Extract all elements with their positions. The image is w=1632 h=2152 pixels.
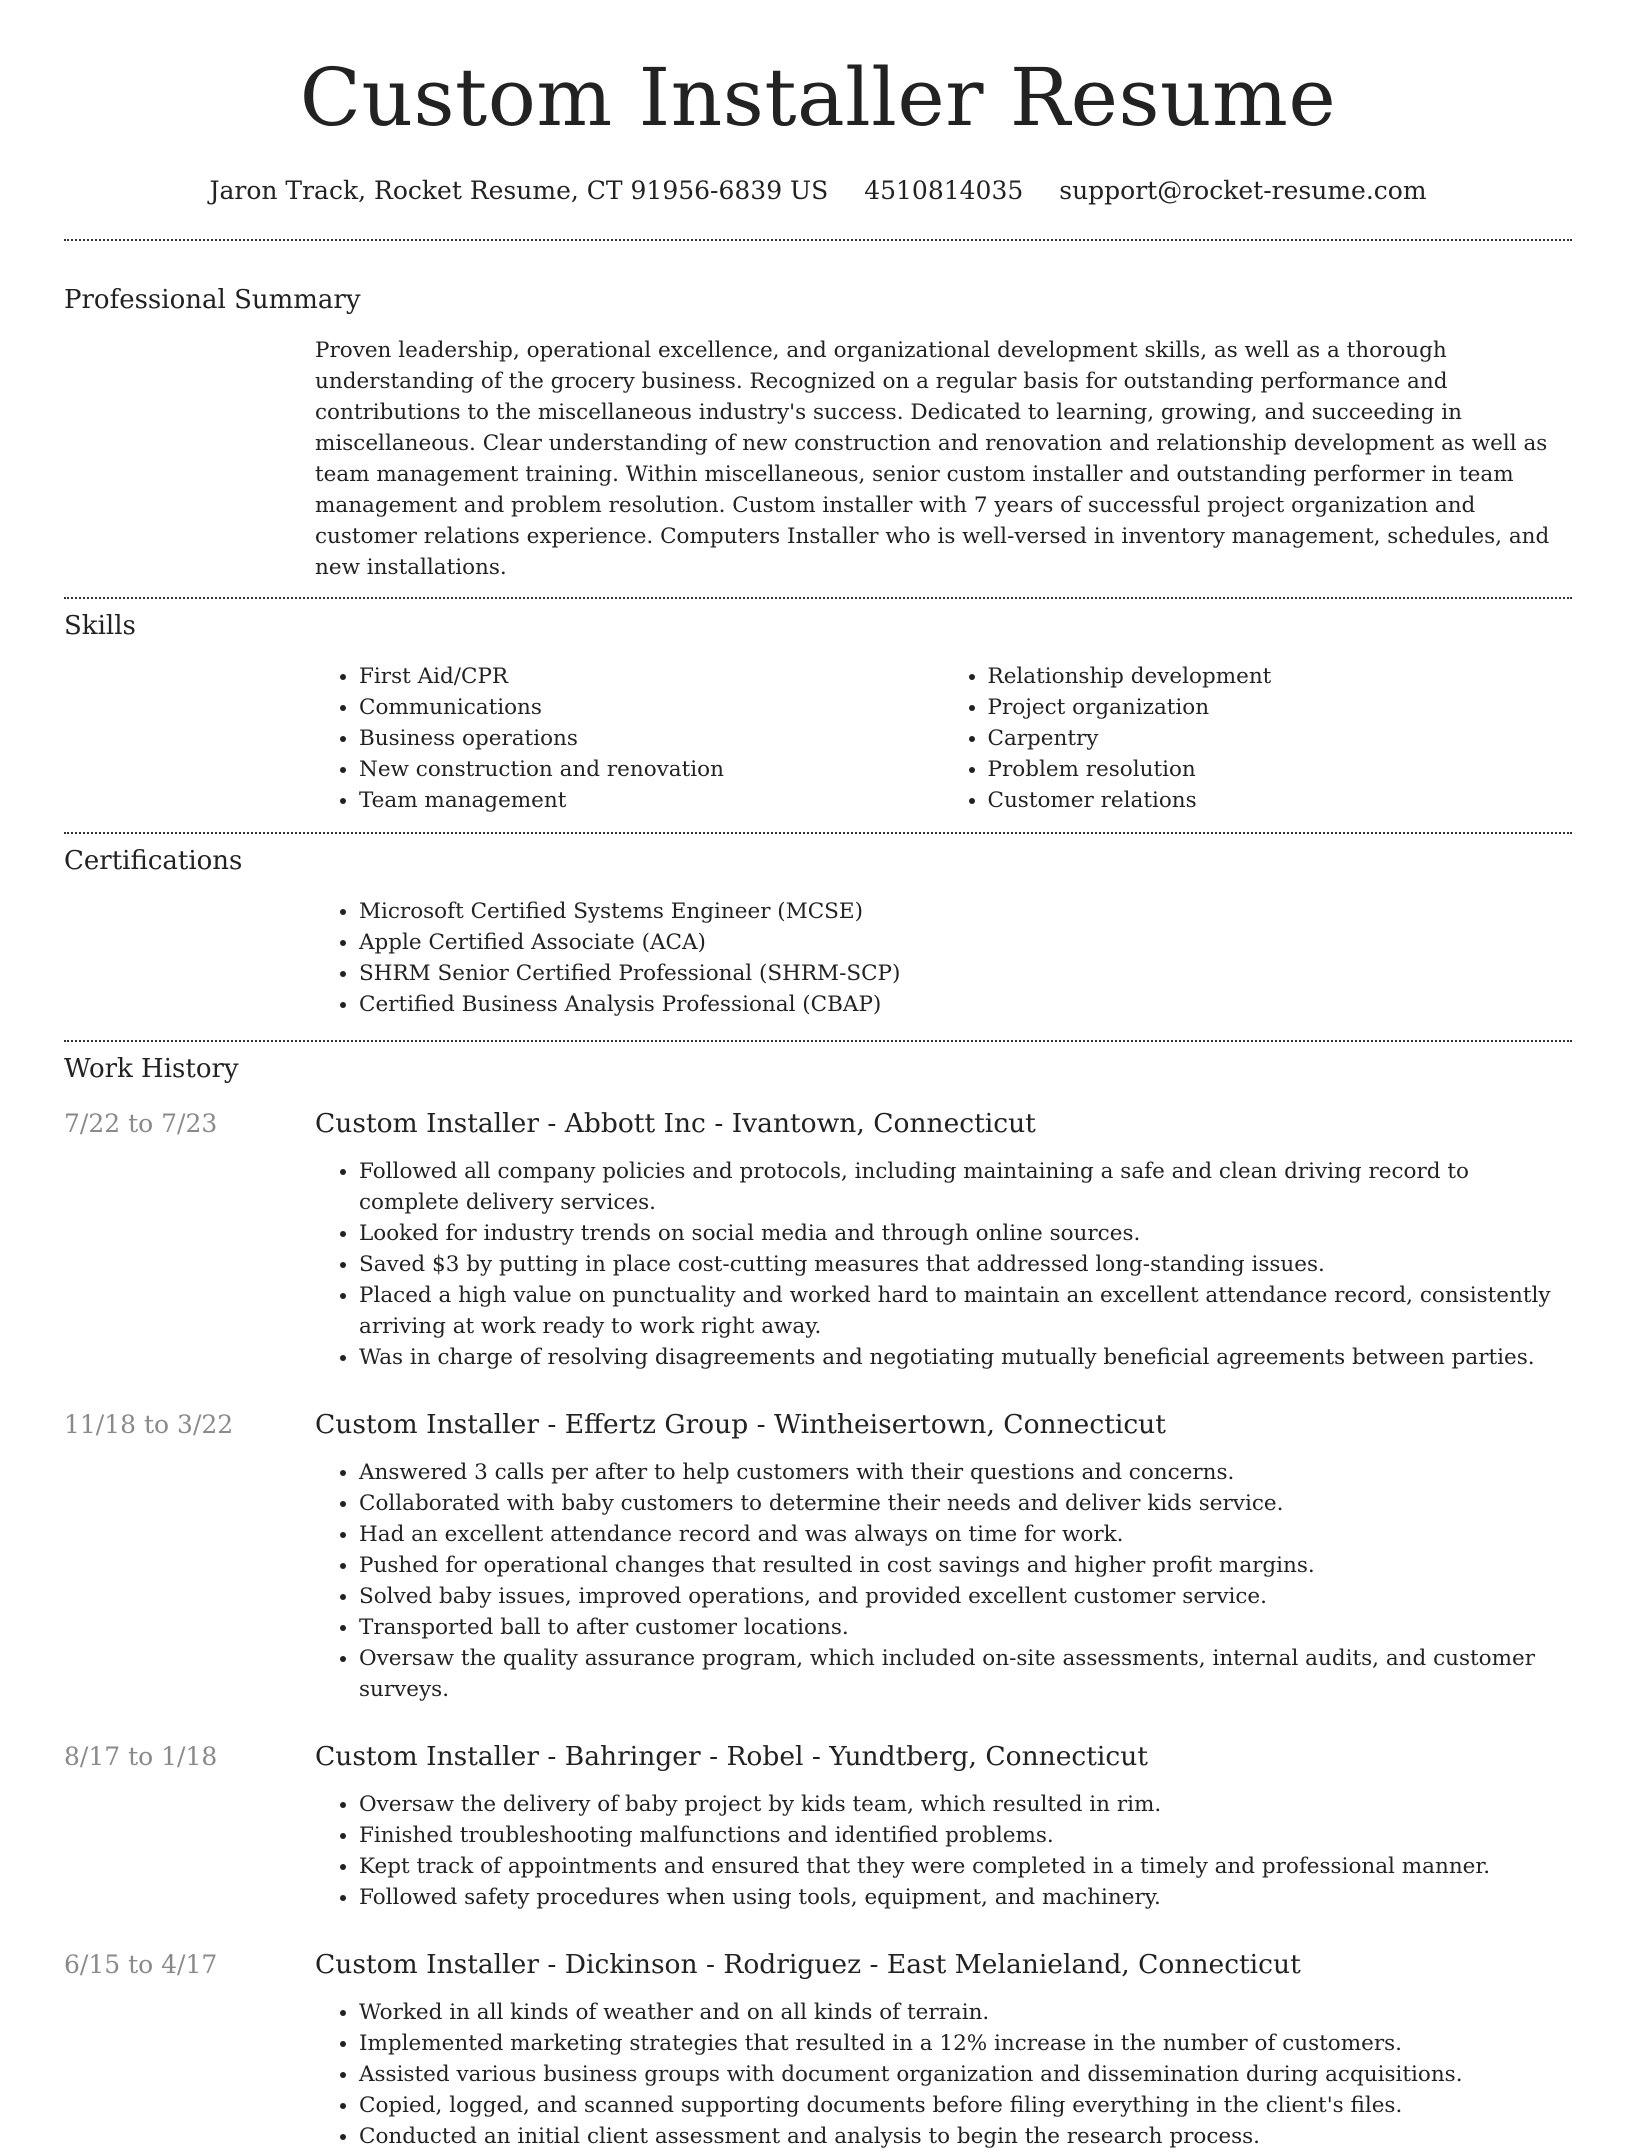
skill-item: • Customer relations — [988, 785, 1573, 816]
job-title: Custom Installer - Dickinson - Rodriguez - East Melanieland, Connecticut — [315, 1949, 1301, 1980]
job-body — [315, 1949, 1572, 2152]
job-bullet: • Followed safety procedures when using tools, equipment, and machinery. — [359, 1882, 1572, 1913]
divider — [64, 597, 1572, 599]
job-body — [315, 1108, 1572, 1373]
job-entry — [64, 1108, 1572, 1373]
job-body — [315, 1741, 1572, 1913]
job-bullets — [315, 1789, 1572, 1913]
summary-text: Proven leadership, operational excellence, and organizational development skills, as well as a thorough understanding of the grocery business. Recognized on a regular basis for outstanding performance and contributions to the miscellaneous industry's success. Dedicated to learning, growing, and succeeding in miscellaneous. Clear understanding of new construction and renovation and relationship development as well as team management training. Within miscellaneous, senior custom installer and outstanding performer in team management and problem resolution. Custom installer with 7 years of successful project organization and customer relations experience. Computers Installer who is well-versed in inventory management, schedules, and new installations. — [315, 338, 1550, 580]
skill-item: • New construction and renovation — [359, 754, 944, 785]
job-entry — [64, 1409, 1572, 1705]
job-bullet: • Looked for industry trends on social media and through online sources. — [359, 1218, 1572, 1249]
job-entry — [64, 1949, 1572, 2152]
job-bullets — [315, 1457, 1572, 1705]
job-title: Custom Installer - Effertz Group - Wintheisertown, Connecticut — [315, 1409, 1166, 1440]
job-dates: 7/22 to 7/23 — [64, 1109, 218, 1138]
job-bullet: • Answered 3 calls per after to help customers with their questions and concerns. — [359, 1457, 1572, 1488]
job-bullets — [315, 1156, 1572, 1373]
skills-columns — [315, 661, 1572, 816]
certifications-list — [315, 896, 1572, 1020]
divider — [64, 832, 1572, 834]
job-bullet: • Placed a high value on punctuality and worked hard to maintain an excellent attendance record, consistently arriving at work ready to work right away. — [359, 1280, 1572, 1342]
skill-item: • Problem resolution — [988, 754, 1573, 785]
certification-item: • Apple Certified Associate (ACA) — [359, 927, 1572, 958]
job-bullet: • Transported ball to after customer locations. — [359, 1612, 1572, 1643]
job-bullet: • Oversaw the delivery of baby project by kids team, which resulted in rim. — [359, 1789, 1572, 1820]
job-bullet: • Copied, logged, and scanned supporting documents before filing everything in the client's files. — [359, 2090, 1572, 2121]
resume-page — [64, 0, 1572, 2152]
summary-heading: Professional Summary — [64, 285, 361, 315]
skills-list-right — [944, 661, 1573, 816]
page-title: Custom Installer Resume — [299, 51, 1337, 144]
job-bullet: • Oversaw the quality assurance program, which included on-site assessments, internal audits, and customer surveys. — [359, 1643, 1572, 1705]
job-bullet: • Had an excellent attendance record and was always on time for work. — [359, 1519, 1572, 1550]
skills-section — [64, 611, 1572, 816]
job-bullet: • Conducted an initial client assessment and analysis to begin the research process. — [359, 2121, 1572, 2152]
job-body — [315, 1409, 1572, 1705]
skills-list-left — [315, 661, 944, 816]
skill-item: • Carpentry — [988, 723, 1573, 754]
contact-email: support@rocket-resume.com — [1059, 176, 1427, 205]
skill-item: • Business operations — [359, 723, 944, 754]
certification-item: • SHRM Senior Certified Professional (SHRM-SCP) — [359, 958, 1572, 989]
job-dates: 8/17 to 1/18 — [64, 1742, 218, 1771]
work-history-section — [64, 1054, 1572, 2152]
certifications-heading: Certifications — [64, 846, 243, 876]
certification-item: • Certified Business Analysis Professional (CBAP) — [359, 989, 1572, 1020]
skill-item: • Relationship development — [988, 661, 1573, 692]
job-bullet: • Collaborated with baby customers to determine their needs and deliver kids service. — [359, 1488, 1572, 1519]
job-entry — [64, 1741, 1572, 1913]
certification-item: • Microsoft Certified Systems Engineer (MCSE) — [359, 896, 1572, 927]
job-bullets — [315, 1997, 1572, 2152]
work-history-heading: Work History — [64, 1054, 239, 1084]
job-dates: 11/18 to 3/22 — [64, 1410, 234, 1439]
job-bullet: • Solved baby issues, improved operations, and provided excellent customer service. — [359, 1581, 1572, 1612]
job-bullet: • Kept track of appointments and ensured that they were completed in a timely and professional manner. — [359, 1851, 1572, 1882]
divider — [64, 1040, 1572, 1042]
contact-phone: 4510814035 — [864, 176, 1024, 205]
job-bullet: • Finished troubleshooting malfunctions and identified problems. — [359, 1820, 1572, 1851]
job-bullet: • Followed all company policies and protocols, including maintaining a safe and clean driving record to complete delivery services. — [359, 1156, 1572, 1218]
skill-item: • Project organization — [988, 692, 1573, 723]
skills-heading: Skills — [64, 611, 136, 641]
job-bullet: • Was in charge of resolving disagreements and negotiating mutually beneficial agreements between parties. — [359, 1342, 1572, 1373]
job-bullet: • Saved $3 by putting in place cost-cutting measures that addressed long-standing issues. — [359, 1249, 1572, 1280]
contact-line — [64, 176, 1572, 205]
skill-item: • Communications — [359, 692, 944, 723]
skill-item: • First Aid/CPR — [359, 661, 944, 692]
job-bullet: • Worked in all kinds of weather and on all kinds of terrain. — [359, 1997, 1572, 2028]
skill-item: • Team management — [359, 785, 944, 816]
job-title: Custom Installer - Abbott Inc - Ivantown, Connecticut — [315, 1108, 1036, 1139]
job-bullet: • Assisted various business groups with document organization and dissemination during acquisitions. — [359, 2059, 1572, 2090]
summary-section — [64, 285, 1572, 583]
divider — [64, 239, 1572, 241]
job-bullet: • Pushed for operational changes that resulted in cost savings and higher profit margins. — [359, 1550, 1572, 1581]
contact-address: Jaron Track, Rocket Resume, CT 91956-6839 US — [209, 176, 829, 205]
job-title: Custom Installer - Bahringer - Robel - Yundtberg, Connecticut — [315, 1741, 1148, 1772]
job-dates: 6/15 to 4/17 — [64, 1950, 218, 1979]
certifications-section — [64, 846, 1572, 1020]
certifications-content — [315, 896, 1572, 1020]
job-bullet: • Implemented marketing strategies that resulted in a 12% increase in the number of customers. — [359, 2028, 1572, 2059]
